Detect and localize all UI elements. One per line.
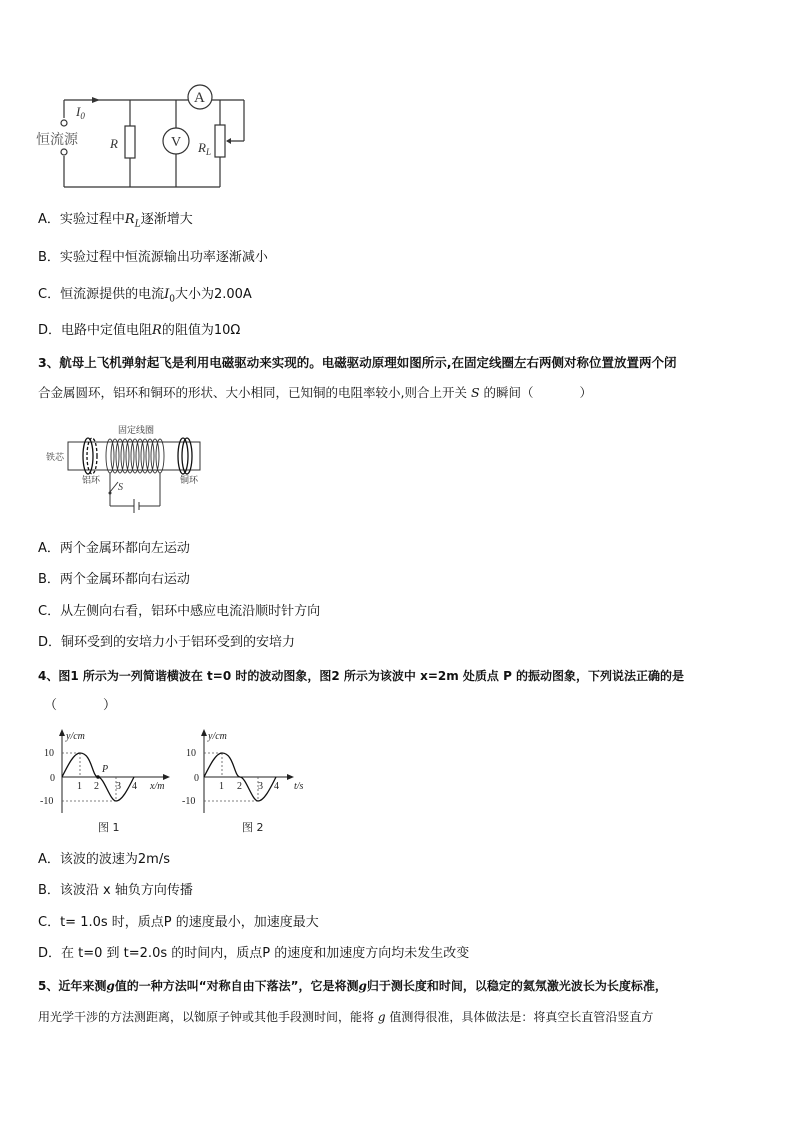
fig1-tick-x-3: 3	[116, 781, 121, 792]
fig2-tick-x-4: 4	[274, 781, 279, 792]
q5-stem-line1: 5、近年来测g值的一种方法叫“对称自由下落法”，它是将测g归于测长度和时间，以稳定的氦氖激光波长为长度标准，	[38, 979, 667, 993]
coil-diagram	[44, 418, 214, 516]
source-label: 恒流源	[36, 132, 78, 148]
q2-option-b: B．实验过程中恒流源输出功率逐渐减小	[38, 250, 268, 265]
fig1-tick-y-0: 0	[50, 773, 55, 784]
q4-option-b: B．该波沿 x 轴负方向传播	[38, 883, 193, 898]
q4-option-c: C．t= 1.0s 时，质点P 的速度最小，加速度最大	[38, 915, 319, 930]
fig1-caption: 图 1	[98, 821, 120, 834]
i0-label: $I_0$	[76, 104, 85, 121]
fig1-tick-y-10: 10	[44, 748, 54, 759]
rl-label: $R_L$	[198, 140, 211, 157]
fig1-tick-x-1: 1	[77, 781, 82, 792]
fig1-y-axis-label: y/cm	[66, 731, 85, 742]
core-label: 铁芯	[46, 453, 65, 463]
q4-option-d: D．在 t=0 到 t=2.0s 的时间内，质点P 的速度和加速度方向均未发生改变	[38, 946, 470, 961]
switch-label: S	[118, 482, 123, 493]
r-label: R	[110, 136, 118, 151]
q2-option-a: A．实验过程中$R_L$逐渐增大	[38, 212, 193, 230]
ammeter-label: A	[194, 90, 205, 106]
fig2-tick-y-10: 10	[186, 748, 196, 759]
fig2-x-axis-label: t/s	[294, 781, 304, 792]
q4-stem-line1: 4、图1 所示为一列简谐横波在 t=0 时的波动图象，图2 所示为该波中 x=2m 处质点 P 的振动图象，下列说法正确的是	[38, 669, 685, 683]
q2-option-d: D．电路中定值电阻R的阻值为10Ω	[38, 323, 241, 338]
q3-stem-line1: 3、航母上飞机弹射起飞是利用电磁驱动来实现的。电磁驱动原理如图所示,在固定线圈左右两侧对称位置放置两个闭	[38, 355, 677, 370]
q2-option-c: C．恒流源提供的电流$I_0$大小为2.00A	[38, 287, 252, 305]
q4-option-a: A．该波的波速为2m/s	[38, 852, 170, 867]
fig1-tick-x-2: 2	[94, 781, 99, 792]
fig2-caption: 图 2	[242, 821, 264, 834]
fig1-x-axis-label: x/m	[150, 781, 165, 792]
fig2-tick-x-2: 2	[237, 781, 242, 792]
q3-option-d: D．铜环受到的安培力小于铝环受到的安培力	[38, 635, 296, 650]
q5-stem-line2: 用光学干涉的方法测距离，以铷原子钟或其他手段测时间，能将 g 值测得很准，具体做法是：将真空长直管沿竖直方	[38, 1010, 654, 1024]
fig1-tick-x-4: 4	[132, 781, 137, 792]
coil-label: 固定线圈	[118, 426, 155, 436]
fig2-tick-y-neg10: -10	[182, 796, 196, 807]
point-p-label: P	[102, 764, 109, 775]
wave-graph-fig1	[30, 725, 180, 840]
q3-option-b: B．两个金属环都向右运动	[38, 572, 190, 587]
q3-stem-line2: 合金属圆环，铝环和铜环的形状、大小相同，已知铜的电阻率较小,则合上开关 S 的瞬间（ ）	[38, 385, 593, 400]
q4-stem-line2: （ ）	[44, 698, 117, 713]
q3-option-a: A．两个金属环都向左运动	[38, 541, 190, 556]
fig2-tick-y-0: 0	[194, 773, 199, 784]
fig2-tick-x-3: 3	[258, 781, 263, 792]
q3-option-c: C．从左侧向右看，铝环中感应电流沿顺时针方向	[38, 604, 321, 619]
fig2-y-axis-label: y/cm	[208, 731, 227, 742]
fig1-tick-y-neg10: -10	[40, 796, 54, 807]
cu-ring-label: 铜环	[180, 476, 199, 486]
al-ring-label: 铝环	[82, 476, 101, 486]
circuit-diagram	[30, 80, 270, 195]
fig2-tick-x-1: 1	[219, 781, 224, 792]
voltmeter-label: V	[171, 135, 182, 150]
vibration-graph-fig2	[178, 725, 328, 840]
